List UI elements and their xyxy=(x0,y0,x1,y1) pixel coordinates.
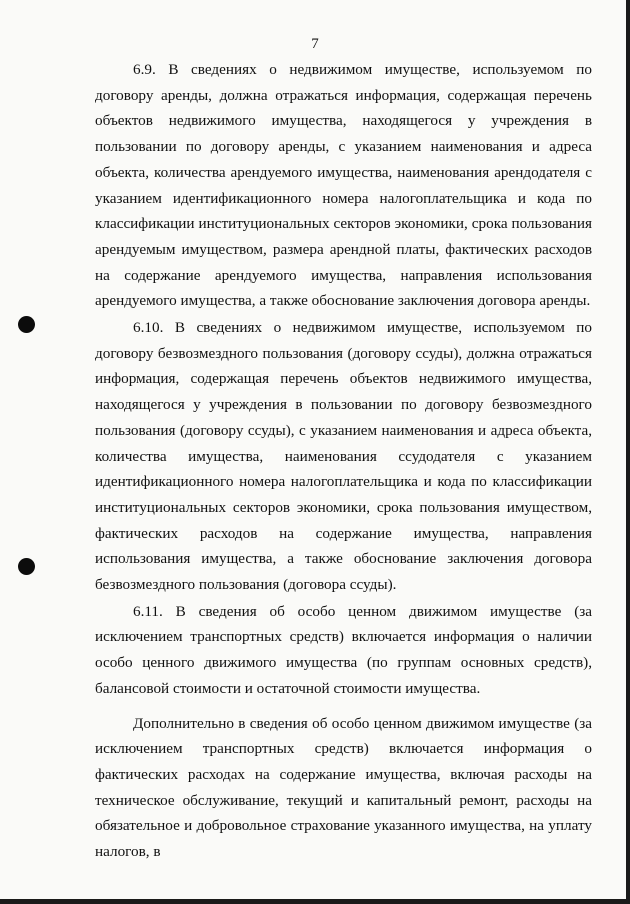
scan-edge-bottom xyxy=(0,899,630,904)
punch-hole-icon xyxy=(18,558,35,575)
document-body xyxy=(95,57,592,865)
paragraph-6-11: 6.11. В сведения об особо ценном движимом имуществе (за исключением транспортных средств) включается информация о наличии особо ценного движимого имущества (по группам основных средств), балансовой стоимости и остаточной стоимости имущества. xyxy=(95,602,592,697)
page-number: 7 xyxy=(311,36,319,52)
scan-edge-right xyxy=(626,0,630,904)
paragraph-6-9: 6.9. В сведениях о недвижимом имуществе, используемом по договору аренды, должна отражаться информация, содержащая перечень объектов недвижимого имущества, находящегося у учреждения в пользовании по договору аренды, с указанием наименования и адреса объекта, количества арендуемого имущества, наименования арендодателя с указанием идентификационного номера налогоплательщика и кода по классификации институциональных секторов экономики, срока пользования арендуемым имуществом, размера арендной платы, фактических расходов на содержание арендуемого имущества, направления использования арендуемого имущества, а также обоснование заключения договора аренды. xyxy=(95,61,592,310)
paragraph-additional: Дополнительно в сведения об особо ценном движимом имуществе (за исключением транспортных средств) включается информация о фактических расходах на содержание имущества, включая расходы на техническое обслуживание, текущий и капитальный ремонт, расходы на обязательное и добровольное страхование указанного имущества, на уплату налогов, в xyxy=(95,714,592,861)
punch-hole-icon xyxy=(18,316,35,333)
paragraph-6-10: 6.10. В сведениях о недвижимом имуществе, используемом по договору безвозмездного пользования (договору ссуды), должна отражаться информация, содержащая перечень объектов недвижимого имущества, находящегося у учреждения в пользовании по договору безвозмездного пользования (договору ссуды), с указанием наименования и адреса объекта, количества имущества, наименования ссудодателя с указанием идентификационного номера налогоплательщика и кода по классификации институциональных секторов экономики, срока пользования имуществом, фактических расходов на содержание имущества, направления использования имущества, а также обоснование заключения договора безвозмездного пользования (договора ссуды). xyxy=(95,319,592,594)
